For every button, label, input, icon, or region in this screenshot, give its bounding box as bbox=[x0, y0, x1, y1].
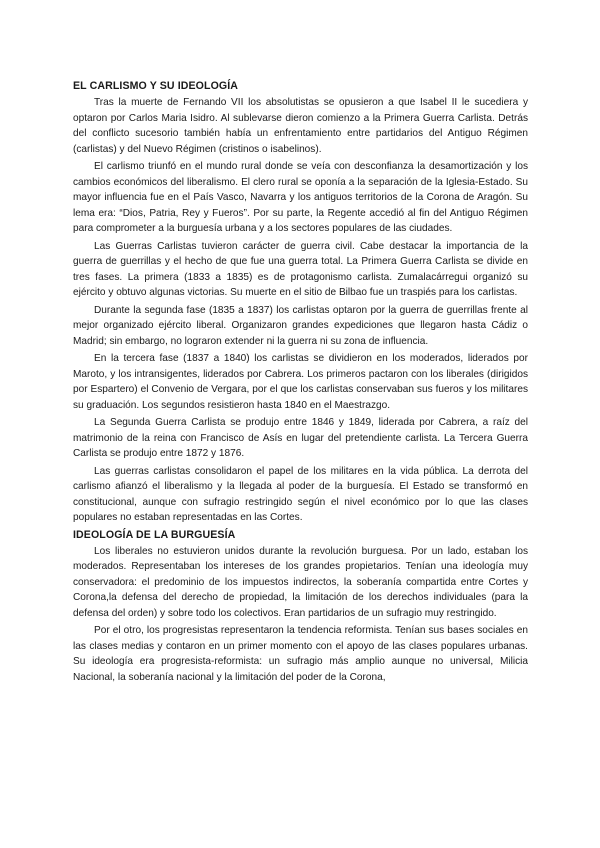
paragraph: Por el otro, los progresistas representaron la tendencia reformista. Tenían sus bases sociales en las clases medias y contaron en un primer momento con el apoyo de las clases populares urbanas. Su ideología era progresista-reformista: un sufragio más amplio aunque no universal, Milicia Nacional, la soberanía nacional y la limitación del poder de la Corona, bbox=[73, 625, 528, 683]
paragraph: Tras la muerte de Fernando VII los absolutistas se opusieron a que Isabel II le sucediera y optaron por Carlos Maria Isidro. Al sublevarse dieron comienzo a la Primera Guerra Carlista. Detrás del conflicto sucesorio también había un enfrentamiento entre partidarios del Antiguo Régimen (carlistas) y del Nuevo Régimen (cristinos o isabelinos). bbox=[73, 97, 528, 155]
paragraph: La Segunda Guerra Carlista se produjo entre 1846 y 1849, liderada por Cabrera, a raíz del matrimonio de la reina con Francisco de Asís en lugar del pretendiente carlista. La Tercera Guerra Carlista se produjo entre 1872 y 1876. bbox=[73, 417, 528, 459]
section-heading-burguesia: IDEOLOGÍA DE LA BURGUESÍA bbox=[73, 528, 236, 541]
document-page bbox=[73, 79, 528, 687]
paragraph: Las Guerras Carlistas tuvieron carácter de guerra civil. Cabe destacar la importancia de la guerra de guerrillas y el hecho de que fue una guerra total. La Primera Guerra Carlista se divide en tres fases. La primera (1833 a 1835) es de protagonismo carlista. Zumalacárregui organizó su ejército y obtuvo algunas victorias. Su muerte en el sitio de Bilbao fue un traspiés para los carlistas. bbox=[73, 240, 528, 298]
paragraph: Los liberales no estuvieron unidos durante la revolución burguesa. Por un lado, estaban los moderados. Representaban los intereses de los grandes propietarios. Tenían una ideología muy conservadora: el predominio de los impuestos indirectos, la soberanía compartida entre Cortes y Corona,la defensa del derecho de propiedad, la limitación de los derechos individuales (para la defensa del orden) y sobre todo los colectivos. Eran partidarios de un sufragio muy restringido. bbox=[73, 545, 528, 619]
paragraph: El carlismo triunfó en el mundo rural donde se veía con desconfianza la desamortización y los cambios económicos del liberalismo. El clero rural se oponía a la separación de la Iglesia-Estado. Su mayor influencia fue en el País Vasco, Navarra y los antiguos territorios de la Corona de Aragón. Su lema era: “Dios, Patria, Rey y Fueros”. Por su parte, la Regente accedió al fin del Antiguo Régimen para comprometer a la burguesía urbana y a los sectores populares de las ciudades. bbox=[73, 161, 528, 234]
paragraph: Las guerras carlistas consolidaron el papel de los militares en la vida pública. La derrota del carlismo afianzó el liberalismo y la llegada al poder de la burguesía. El Estado se transformó en constitucional, aunque con sufragio restringido según el nivel económico por lo que las clases populares no estaban representadas en las Cortes. bbox=[73, 465, 528, 523]
section-heading-carlismo: EL CARLISMO Y SU IDEOLOGÍA bbox=[73, 80, 239, 92]
paragraph: Durante la segunda fase (1835 a 1837) los carlistas optaron por la guerra de guerrillas frente al mejor organizado ejército liberal. Organizaron grandes expediciones que llegaron hasta Cádiz o Madrid; sin embargo, no lograron extender ni la guerra ni su zona de influencia. bbox=[73, 304, 528, 347]
paragraph: En la tercera fase (1837 a 1840) los carlistas se dividieron en los moderados, liderados por Maroto, y los intransigentes, liderados por Cabrera. Los primeros pactaron con los liberales (dirigidos por Espartero) el Convenio de Vergara, por el que los carlistas conservaban sus fueros y los militares su graduación. Los segundos resistieron hasta 1840 en el Maestrazgo. bbox=[73, 353, 528, 411]
